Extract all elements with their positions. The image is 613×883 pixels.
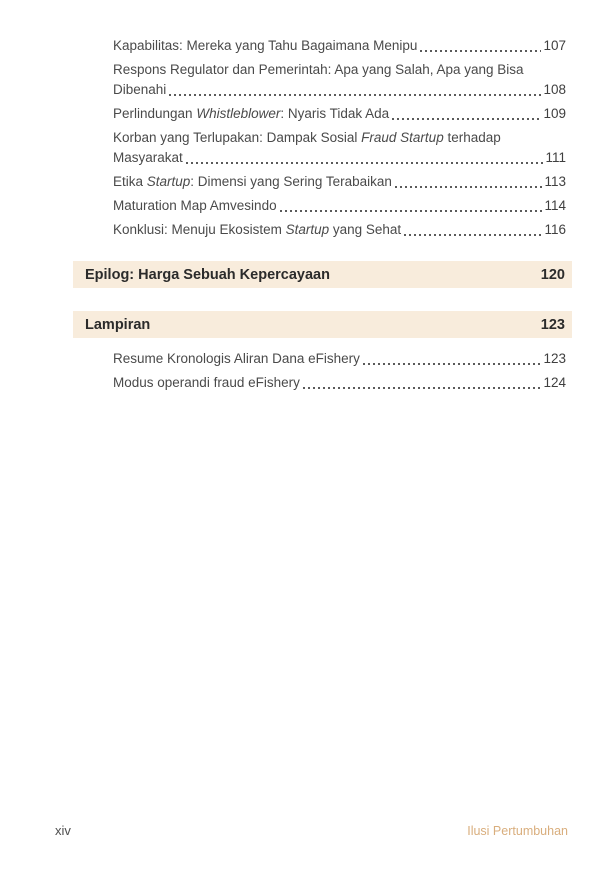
toc-page-number: 109: [543, 106, 566, 121]
toc-main-entry-list: [113, 36, 566, 240]
dot-leader: [363, 363, 542, 365]
dot-leader: [186, 162, 544, 164]
toc-entry-line-last: [113, 373, 566, 393]
toc-section-epilog[interactable]: [73, 261, 572, 288]
toc-entry-line-last: [113, 148, 566, 168]
toc-page-number: 123: [543, 351, 566, 366]
table-of-contents: [73, 36, 572, 397]
toc-entry-title: Resume Kronologis Aliran Dana eFishery: [113, 351, 360, 366]
toc-entry-title: Modus operandi fraud eFishery: [113, 375, 300, 390]
toc-entry[interactable]: [113, 60, 566, 100]
page-footer: [55, 823, 568, 838]
toc-entry-title: Konklusi: Menuju Ekosistem Startup yang Sehat: [113, 222, 402, 237]
toc-entry[interactable]: [113, 373, 566, 393]
toc-page-number: 107: [543, 38, 566, 53]
toc-entry[interactable]: [113, 104, 566, 124]
toc-entry-title: Dibenahi: [113, 82, 167, 97]
dot-leader: [420, 50, 541, 52]
dot-leader: [280, 210, 543, 212]
toc-entry-title: Masyarakat: [113, 150, 183, 165]
section-page-number: 123: [540, 316, 565, 333]
toc-entry-line-last: [113, 36, 566, 56]
toc-page-number: 116: [544, 222, 566, 237]
dot-leader: [404, 234, 542, 236]
toc-page-number: 108: [543, 82, 566, 97]
toc-entry-title: Korban yang Terlupakan: Dampak Sosial Fraud Startup terhadap: [113, 130, 501, 145]
toc-entry-title: Respons Regulator dan Pemerintah: Apa yang Salah, Apa yang Bisa: [113, 62, 524, 77]
section-label: Lampiran: [85, 316, 151, 333]
toc-entry[interactable]: [113, 128, 566, 168]
toc-page-number: 111: [545, 150, 566, 165]
toc-entry-line: [113, 128, 566, 148]
dot-leader: [395, 186, 543, 188]
toc-entry[interactable]: [113, 172, 566, 192]
section-page-number: 120: [540, 266, 565, 283]
dot-leader: [303, 387, 542, 389]
dot-leader: [169, 94, 541, 96]
toc-entry-line: [113, 60, 566, 80]
toc-entry-line-last: [113, 172, 566, 192]
toc-entry-line-last: [113, 220, 566, 240]
toc-entry[interactable]: [113, 220, 566, 240]
toc-appendix-entry-list: [113, 349, 566, 393]
toc-entry-line-last: [113, 349, 566, 369]
toc-entry[interactable]: [113, 196, 566, 216]
footer-page-number: xiv: [55, 823, 71, 838]
toc-entry-title: Maturation Map Amvesindo: [113, 198, 277, 213]
toc-page-number: 124: [543, 375, 566, 390]
dot-leader: [392, 118, 541, 120]
toc-entry-line-last: [113, 196, 566, 216]
toc-entry-title: Etika Startup: Dimensi yang Sering Terabaikan: [113, 174, 392, 189]
toc-entry-title: Perlindungan Whistleblower: Nyaris Tidak Ada: [113, 106, 390, 121]
toc-entry-line-last: [113, 104, 566, 124]
toc-entry-line-last: [113, 80, 566, 100]
section-label: Epilog: Harga Sebuah Kepercayaan: [85, 266, 330, 283]
toc-entry-title: Kapabilitas: Mereka yang Tahu Bagaimana Menipu: [113, 38, 418, 53]
toc-page-number: 113: [544, 174, 566, 189]
toc-page-number: 114: [544, 198, 566, 213]
toc-entry[interactable]: [113, 349, 566, 369]
toc-section-lampiran[interactable]: [73, 311, 572, 338]
toc-entry[interactable]: [113, 36, 566, 56]
footer-book-title: Ilusi Pertumbuhan: [467, 824, 568, 838]
